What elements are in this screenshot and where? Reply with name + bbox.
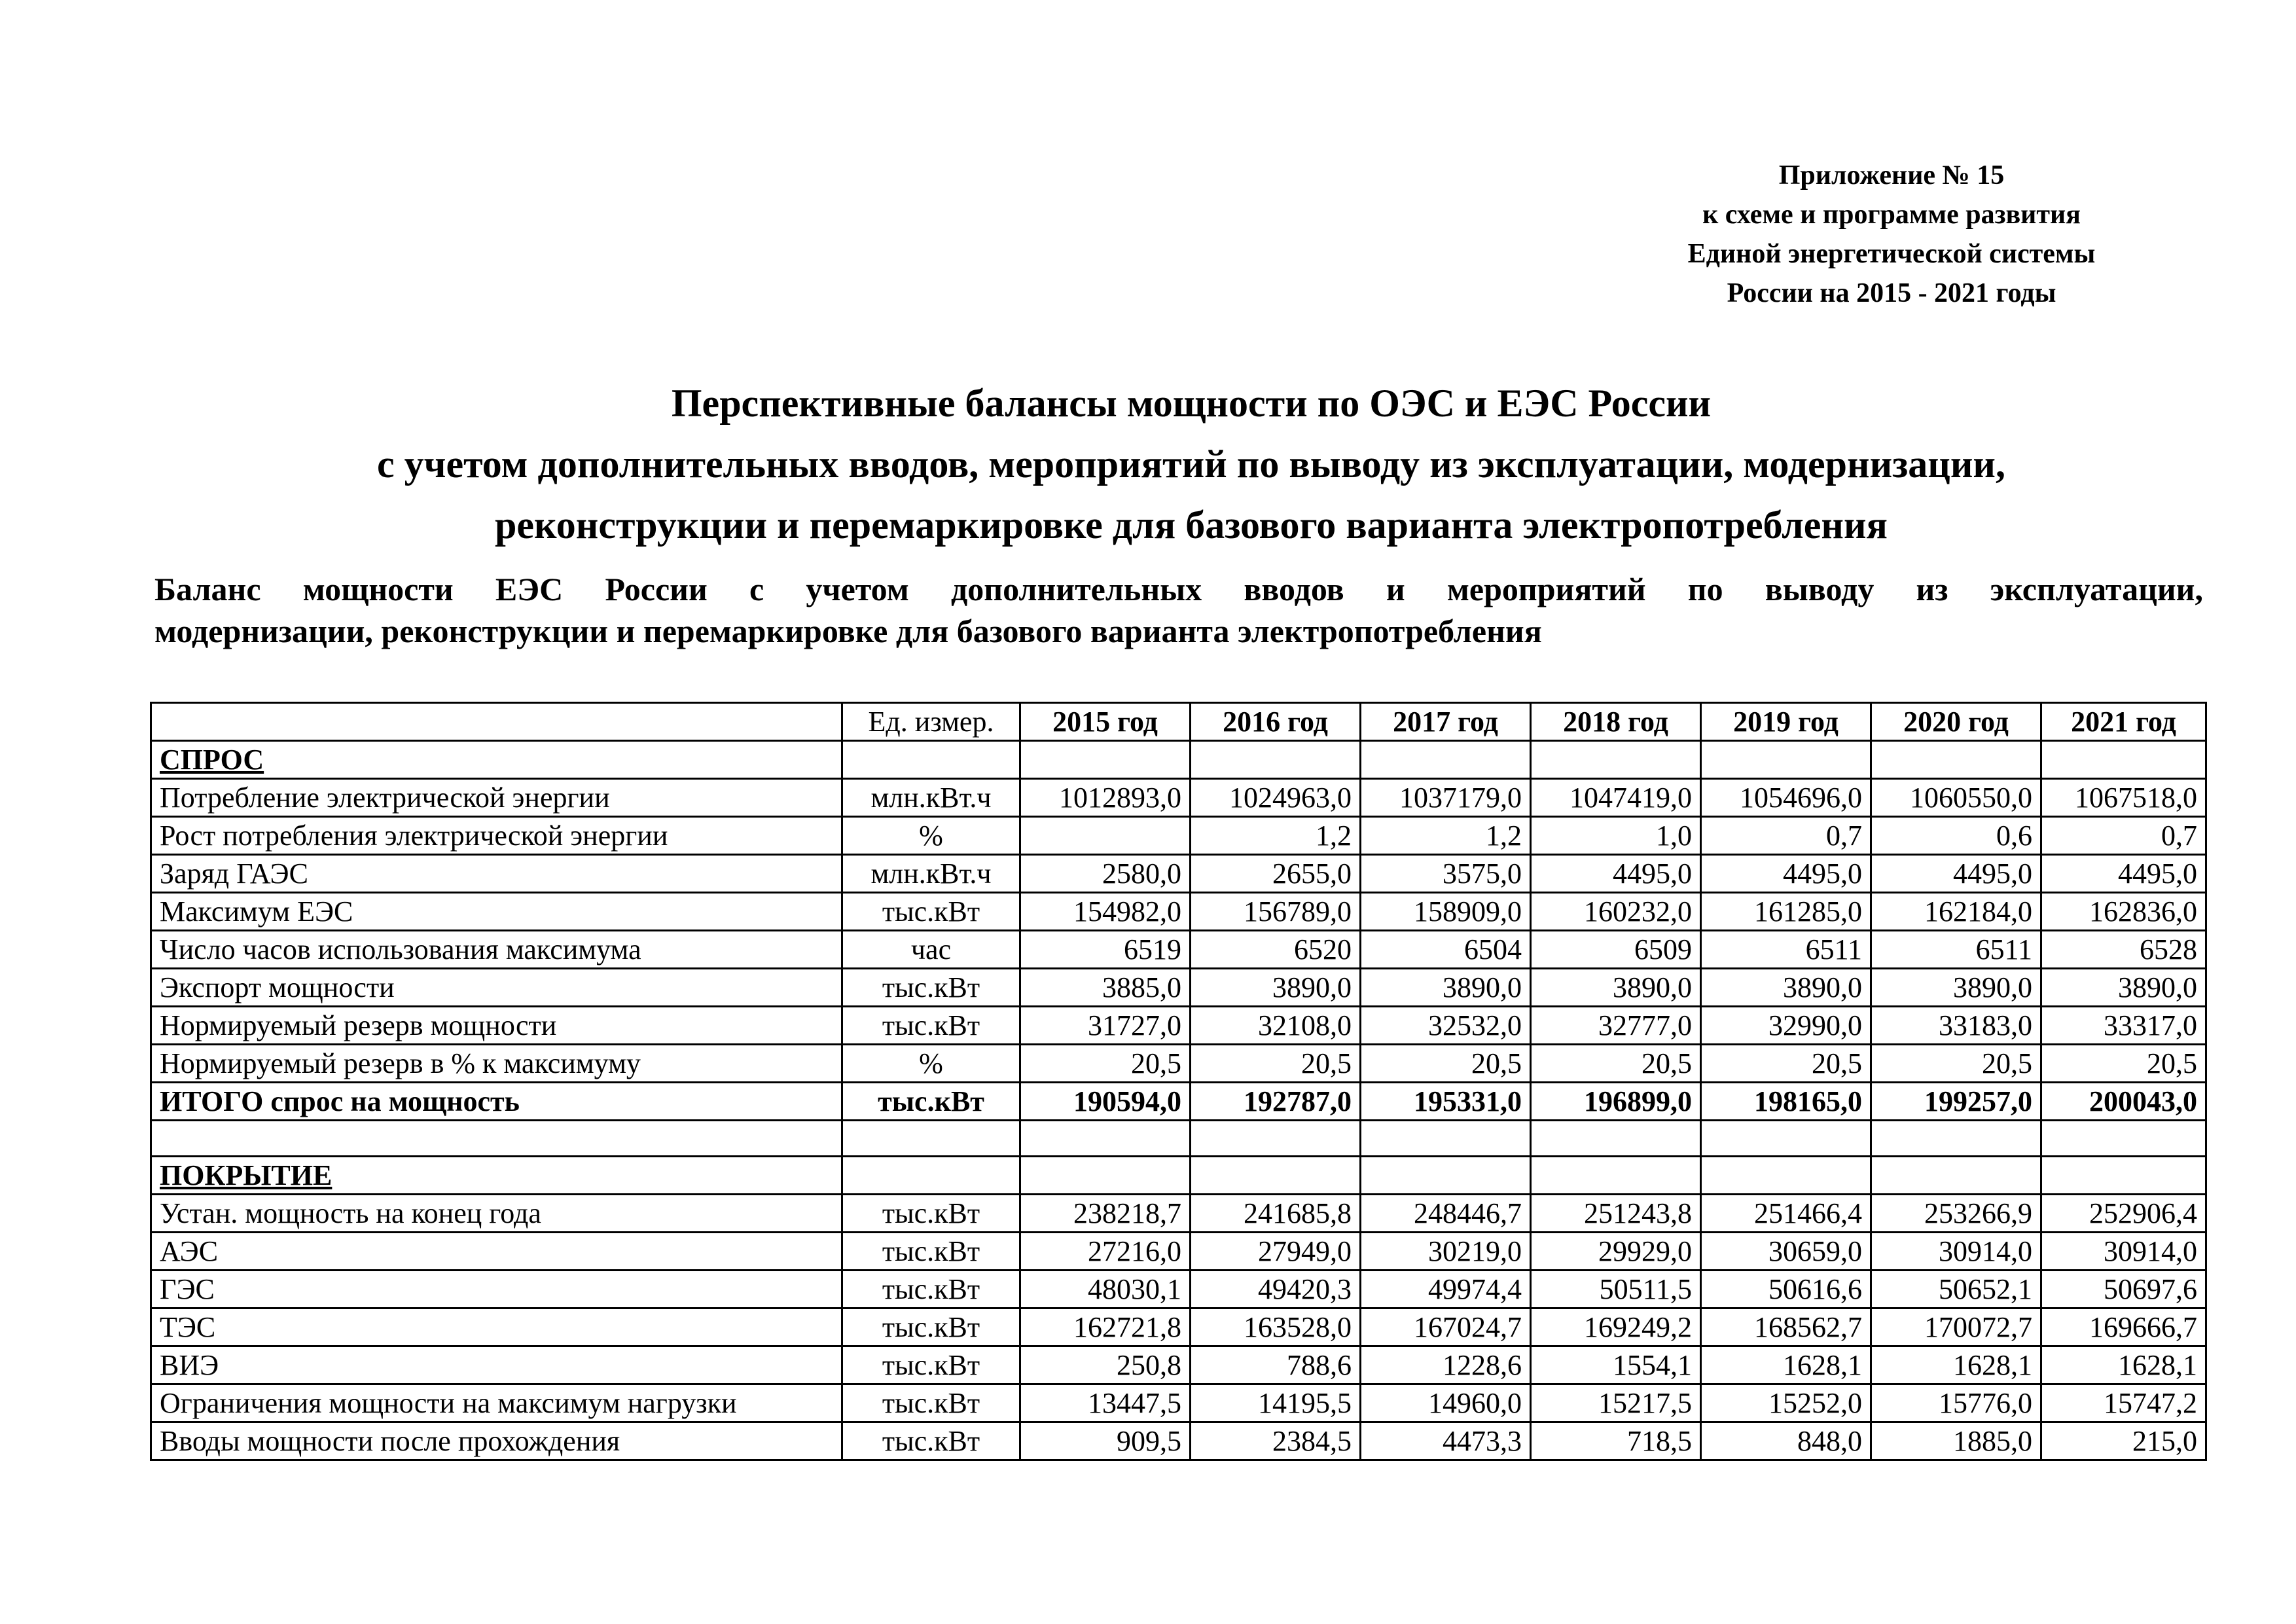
- value-cell: 251243,8: [1531, 1195, 1701, 1233]
- empty-cell: [1531, 741, 1701, 779]
- value-cell: 32108,0: [1191, 1007, 1361, 1045]
- value-cell: 6509: [1531, 931, 1701, 969]
- empty-cell: [842, 1157, 1020, 1195]
- title-line: реконструкции и перемаркировке для базового варианта электропотребления: [494, 503, 1888, 547]
- value-cell: 1628,1: [1701, 1346, 1871, 1384]
- value-cell: 50511,5: [1531, 1271, 1701, 1308]
- value-cell: 6511: [1871, 931, 2041, 969]
- value-cell: 2580,0: [1020, 855, 1191, 893]
- value-cell: 3890,0: [1191, 969, 1361, 1007]
- empty-cell: [1701, 1157, 1871, 1195]
- value-cell: 154982,0: [1020, 893, 1191, 931]
- value-cell: 1037179,0: [1361, 779, 1531, 817]
- row-unit: тыс.кВт: [842, 1007, 1020, 1045]
- value-cell: 31727,0: [1020, 1007, 1191, 1045]
- table-row: [151, 1083, 2206, 1121]
- empty-cell: [1531, 1121, 1701, 1157]
- caption-line: Баланс мощности ЕЭС России с учетом дополнительных вводов и мероприятий по выводу из эксплуатации,: [154, 571, 2203, 607]
- caption-line: модернизации, реконструкции и перемаркировке для базового варианта электропотребления: [154, 613, 1542, 649]
- value-cell: 1060550,0: [1871, 779, 2041, 817]
- table-row: [151, 779, 2206, 817]
- empty-cell: [1361, 1121, 1531, 1157]
- value-cell: 1,0: [1531, 817, 1701, 855]
- value-cell: 848,0: [1701, 1422, 1871, 1460]
- value-cell: 4495,0: [1871, 855, 2041, 893]
- empty-cell: [1361, 741, 1531, 779]
- value-cell: 6520: [1191, 931, 1361, 969]
- value-cell: 163528,0: [1191, 1308, 1361, 1346]
- value-cell: 6528: [2041, 931, 2206, 969]
- value-cell: 251466,4: [1701, 1195, 1871, 1233]
- value-cell: 4495,0: [1701, 855, 1871, 893]
- empty-cell: [1701, 1121, 1871, 1157]
- row-label: Потребление электрической энергии: [151, 779, 842, 817]
- value-cell: 196899,0: [1531, 1083, 1701, 1121]
- value-cell: 1228,6: [1361, 1346, 1531, 1384]
- value-cell: 50616,6: [1701, 1271, 1871, 1308]
- table-row: [151, 969, 2206, 1007]
- row-unit: тыс.кВт: [842, 969, 1020, 1007]
- empty-row: [151, 1121, 2206, 1157]
- value-cell: 4473,3: [1361, 1422, 1531, 1460]
- row-unit: тыс.кВт: [842, 1195, 1020, 1233]
- value-cell: 167024,7: [1361, 1308, 1531, 1346]
- table-caption: [154, 568, 2203, 652]
- value-cell: 20,5: [1361, 1045, 1531, 1083]
- table-row: [151, 1422, 2206, 1460]
- value-cell: 1628,1: [1871, 1346, 2041, 1384]
- empty-cell: [1531, 1157, 1701, 1195]
- row-unit: %: [842, 817, 1020, 855]
- row-label: Устан. мощность на конец года: [151, 1195, 842, 1233]
- value-cell: 1024963,0: [1191, 779, 1361, 817]
- row-label: ТЭС: [151, 1308, 842, 1346]
- row-label: Ограничения мощности на максимум нагрузки: [151, 1384, 842, 1422]
- empty-cell: [1191, 741, 1361, 779]
- value-cell: 15747,2: [2041, 1384, 2206, 1422]
- row-unit: тыс.кВт: [842, 1083, 1020, 1121]
- value-cell: 20,5: [1871, 1045, 2041, 1083]
- value-cell: 1,2: [1361, 817, 1531, 855]
- value-cell: 253266,9: [1871, 1195, 2041, 1233]
- value-cell: 4495,0: [2041, 855, 2206, 893]
- header-label-cell: [151, 703, 842, 741]
- value-cell: 788,6: [1191, 1346, 1361, 1384]
- value-cell: 32532,0: [1361, 1007, 1531, 1045]
- row-unit: млн.кВт.ч: [842, 855, 1020, 893]
- row-unit: тыс.кВт: [842, 1308, 1020, 1346]
- row-unit: тыс.кВт: [842, 1233, 1020, 1271]
- table-row: [151, 1195, 2206, 1233]
- value-cell: 20,5: [2041, 1045, 2206, 1083]
- empty-cell: [1871, 741, 2041, 779]
- header-year-cell: 2018 год: [1531, 703, 1701, 741]
- appendix-line: Единой энергетической системы: [1687, 239, 2096, 269]
- value-cell: 238218,7: [1020, 1195, 1191, 1233]
- table-row: [151, 1045, 2206, 1083]
- appendix-header: [1636, 156, 2147, 313]
- value-cell: 20,5: [1191, 1045, 1361, 1083]
- document-title: [131, 373, 2251, 556]
- value-cell: 0,6: [1871, 817, 2041, 855]
- value-cell: 161285,0: [1701, 893, 1871, 931]
- empty-cell: [1191, 1121, 1361, 1157]
- table-row: [151, 817, 2206, 855]
- value-cell: [1020, 817, 1191, 855]
- power-balance-table: [150, 702, 2207, 1461]
- title-line: с учетом дополнительных вводов, мероприятий по выводу из эксплуатации, модернизации,: [377, 442, 2005, 486]
- value-cell: 33183,0: [1871, 1007, 2041, 1045]
- value-cell: 1628,1: [2041, 1346, 2206, 1384]
- appendix-line: России на 2015 - 2021 годы: [1727, 278, 2056, 308]
- value-cell: 195331,0: [1361, 1083, 1531, 1121]
- value-cell: 33317,0: [2041, 1007, 2206, 1045]
- value-cell: 15776,0: [1871, 1384, 2041, 1422]
- header-year-cell: 2016 год: [1191, 703, 1361, 741]
- value-cell: 30219,0: [1361, 1233, 1531, 1271]
- appendix-line: к схеме и программе развития: [1702, 200, 2081, 230]
- value-cell: 15252,0: [1701, 1384, 1871, 1422]
- row-label: Вводы мощности после прохождения: [151, 1422, 842, 1460]
- value-cell: 50652,1: [1871, 1271, 2041, 1308]
- value-cell: 49974,4: [1361, 1271, 1531, 1308]
- row-label: Максимум ЕЭС: [151, 893, 842, 931]
- empty-cell: [1191, 1157, 1361, 1195]
- value-cell: 29929,0: [1531, 1233, 1701, 1271]
- value-cell: 909,5: [1020, 1422, 1191, 1460]
- row-unit: тыс.кВт: [842, 1271, 1020, 1308]
- table-row: [151, 1233, 2206, 1271]
- value-cell: 3890,0: [1361, 969, 1531, 1007]
- value-cell: 2655,0: [1191, 855, 1361, 893]
- value-cell: 50697,6: [2041, 1271, 2206, 1308]
- value-cell: 200043,0: [2041, 1083, 2206, 1121]
- table-row: [151, 855, 2206, 893]
- header-year-cell: 2017 год: [1361, 703, 1531, 741]
- value-cell: 3885,0: [1020, 969, 1191, 1007]
- value-cell: 1012893,0: [1020, 779, 1191, 817]
- value-cell: 156789,0: [1191, 893, 1361, 931]
- value-cell: 14195,5: [1191, 1384, 1361, 1422]
- row-unit: %: [842, 1045, 1020, 1083]
- empty-cell: [842, 1121, 1020, 1157]
- value-cell: 30659,0: [1701, 1233, 1871, 1271]
- value-cell: 13447,5: [1020, 1384, 1191, 1422]
- row-label: ВИЭ: [151, 1346, 842, 1384]
- row-label: ГЭС: [151, 1271, 842, 1308]
- value-cell: 162184,0: [1871, 893, 2041, 931]
- value-cell: 1047419,0: [1531, 779, 1701, 817]
- empty-cell: [1020, 1157, 1191, 1195]
- row-label: Экспорт мощности: [151, 969, 842, 1007]
- header-year-cell: 2021 год: [2041, 703, 2206, 741]
- header-unit-cell: Ед. измер.: [842, 703, 1020, 741]
- value-cell: 20,5: [1701, 1045, 1871, 1083]
- table-row: [151, 1346, 2206, 1384]
- value-cell: 250,8: [1020, 1346, 1191, 1384]
- value-cell: 30914,0: [1871, 1233, 2041, 1271]
- value-cell: 718,5: [1531, 1422, 1701, 1460]
- row-label: ИТОГО спрос на мощность: [151, 1083, 842, 1121]
- value-cell: 241685,8: [1191, 1195, 1361, 1233]
- value-cell: 252906,4: [2041, 1195, 2206, 1233]
- value-cell: 27949,0: [1191, 1233, 1361, 1271]
- value-cell: 158909,0: [1361, 893, 1531, 931]
- value-cell: 2384,5: [1191, 1422, 1361, 1460]
- title-line: Перспективные балансы мощности по ОЭС и ЕЭС России: [671, 382, 1712, 425]
- empty-cell: [1020, 741, 1191, 779]
- value-cell: 30914,0: [2041, 1233, 2206, 1271]
- value-cell: 6504: [1361, 931, 1531, 969]
- value-cell: 20,5: [1020, 1045, 1191, 1083]
- value-cell: 3890,0: [1701, 969, 1871, 1007]
- value-cell: 170072,7: [1871, 1308, 2041, 1346]
- table-row: [151, 1007, 2206, 1045]
- value-cell: 27216,0: [1020, 1233, 1191, 1271]
- empty-cell: [1361, 1157, 1531, 1195]
- value-cell: 169666,7: [2041, 1308, 2206, 1346]
- row-label: Число часов использования максимума: [151, 931, 842, 969]
- value-cell: 14960,0: [1361, 1384, 1531, 1422]
- section-row: [151, 1157, 2206, 1195]
- value-cell: 6511: [1701, 931, 1871, 969]
- empty-cell: [1871, 1121, 2041, 1157]
- value-cell: 3890,0: [2041, 969, 2206, 1007]
- value-cell: 32777,0: [1531, 1007, 1701, 1045]
- section-heading: СПРОС: [151, 741, 842, 779]
- empty-cell: [1871, 1157, 2041, 1195]
- value-cell: 192787,0: [1191, 1083, 1361, 1121]
- empty-cell: [2041, 741, 2206, 779]
- appendix-line: Приложение № 15: [1778, 160, 2005, 190]
- value-cell: 15217,5: [1531, 1384, 1701, 1422]
- value-cell: 3890,0: [1871, 969, 2041, 1007]
- row-label: АЭС: [151, 1233, 842, 1271]
- empty-cell: [151, 1121, 842, 1157]
- table-row: [151, 1271, 2206, 1308]
- row-unit: тыс.кВт: [842, 893, 1020, 931]
- value-cell: 4495,0: [1531, 855, 1701, 893]
- value-cell: 190594,0: [1020, 1083, 1191, 1121]
- row-unit: тыс.кВт: [842, 1384, 1020, 1422]
- value-cell: 3890,0: [1531, 969, 1701, 1007]
- value-cell: 1,2: [1191, 817, 1361, 855]
- row-label: Нормируемый резерв мощности: [151, 1007, 842, 1045]
- value-cell: 168562,7: [1701, 1308, 1871, 1346]
- empty-cell: [2041, 1157, 2206, 1195]
- table-row: [151, 1308, 2206, 1346]
- value-cell: 162836,0: [2041, 893, 2206, 931]
- value-cell: 1885,0: [1871, 1422, 2041, 1460]
- empty-cell: [1701, 741, 1871, 779]
- value-cell: 32990,0: [1701, 1007, 1871, 1045]
- row-label: Нормируемый резерв в % к максимуму: [151, 1045, 842, 1083]
- header-year-cell: 2015 год: [1020, 703, 1191, 741]
- value-cell: 0,7: [1701, 817, 1871, 855]
- value-cell: 48030,1: [1020, 1271, 1191, 1308]
- value-cell: 169249,2: [1531, 1308, 1701, 1346]
- table-header-row: [151, 703, 2206, 741]
- row-unit: час: [842, 931, 1020, 969]
- value-cell: 1554,1: [1531, 1346, 1701, 1384]
- table-row: [151, 893, 2206, 931]
- value-cell: 0,7: [2041, 817, 2206, 855]
- value-cell: 162721,8: [1020, 1308, 1191, 1346]
- header-year-cell: 2019 год: [1701, 703, 1871, 741]
- value-cell: 198165,0: [1701, 1083, 1871, 1121]
- empty-cell: [842, 741, 1020, 779]
- value-cell: 160232,0: [1531, 893, 1701, 931]
- row-unit: млн.кВт.ч: [842, 779, 1020, 817]
- section-heading: ПОКРЫТИЕ: [151, 1157, 842, 1195]
- row-label: Рост потребления электрической энергии: [151, 817, 842, 855]
- row-label: Заряд ГАЭС: [151, 855, 842, 893]
- value-cell: 49420,3: [1191, 1271, 1361, 1308]
- value-cell: 3575,0: [1361, 855, 1531, 893]
- table-row: [151, 1384, 2206, 1422]
- value-cell: 1054696,0: [1701, 779, 1871, 817]
- table-row: [151, 931, 2206, 969]
- value-cell: 1067518,0: [2041, 779, 2206, 817]
- empty-cell: [2041, 1121, 2206, 1157]
- value-cell: 6519: [1020, 931, 1191, 969]
- value-cell: 215,0: [2041, 1422, 2206, 1460]
- row-unit: тыс.кВт: [842, 1422, 1020, 1460]
- empty-cell: [1020, 1121, 1191, 1157]
- value-cell: 199257,0: [1871, 1083, 2041, 1121]
- row-unit: тыс.кВт: [842, 1346, 1020, 1384]
- header-year-cell: 2020 год: [1871, 703, 2041, 741]
- value-cell: 20,5: [1531, 1045, 1701, 1083]
- value-cell: 248446,7: [1361, 1195, 1531, 1233]
- section-row: [151, 741, 2206, 779]
